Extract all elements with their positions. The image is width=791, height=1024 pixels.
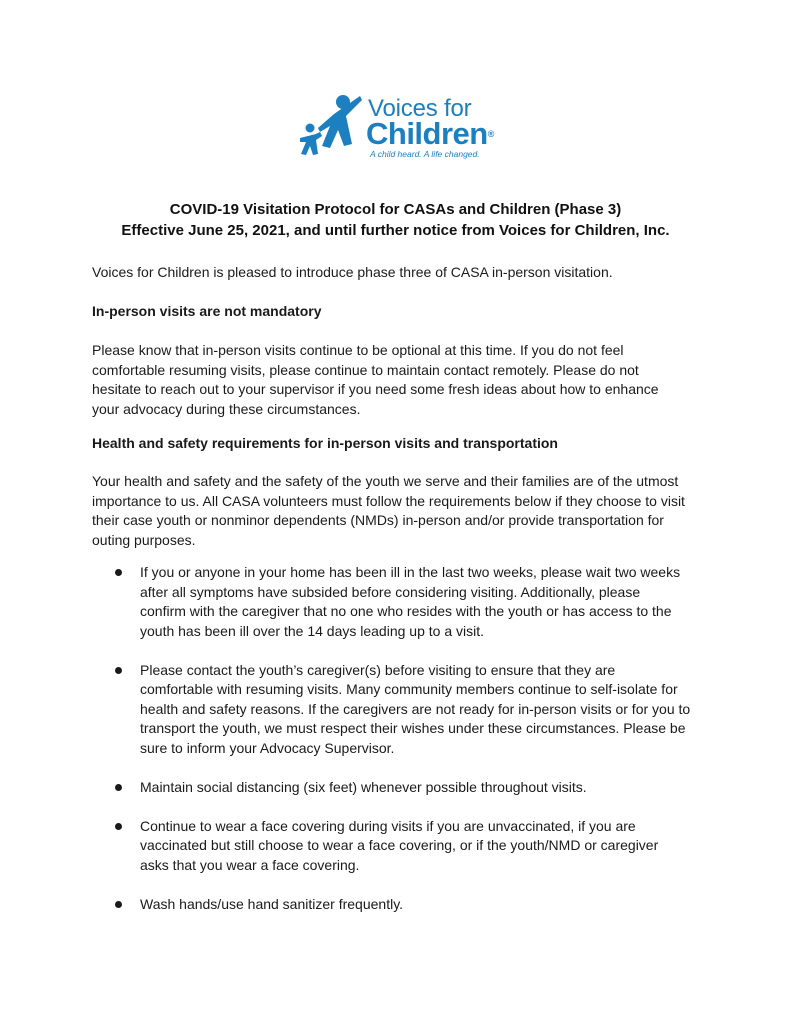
bullet-line: health and safety reasons. If the caregivers are not ready for in-person visits or for you to	[140, 700, 691, 717]
section2-line: outing purposes.	[92, 531, 196, 548]
bullet-icon	[115, 784, 122, 791]
bullet-icon	[115, 901, 122, 908]
bullet-line: youth has been ill over the 14 days leading up to a visit.	[140, 622, 484, 639]
section2-heading: Health and safety requirements for in-person visits and transportation	[92, 435, 558, 451]
bullet-line: asks that you wear a face covering.	[140, 856, 360, 873]
title-line-2: Effective June 25, 2021, and until further notice from Voices for Children, Inc.	[121, 222, 670, 239]
voices-for-children-logo	[296, 92, 506, 162]
bullet-line: Wash hands/use hand sanitizer frequently.	[140, 895, 404, 912]
logo-tagline: A child heard. A life changed.	[370, 149, 480, 159]
list-item	[92, 778, 712, 798]
section2-line: importance to us. All CASA volunteers must follow the requirements below if they choose to visit	[92, 492, 685, 509]
list-item	[92, 661, 712, 759]
section1-line: comfortable resuming visits, please continue to maintain contact remotely. Please do not	[92, 361, 639, 378]
title-line-1: COVID-19 Visitation Protocol for CASAs and Children (Phase 3)	[169, 201, 622, 218]
bullet-icon	[115, 823, 122, 830]
bullet-line: confirm with the caregiver that no one who resides with the youth or has access to the	[140, 603, 672, 619]
bullet-line: transport the youth, we must respect their wishes under these circumstances. Please be	[140, 720, 686, 736]
logo-name-text: Children	[366, 116, 488, 151]
section1-line: Please know that in-person visits continue to be optional at this time. If you do not feel	[92, 342, 624, 358]
bullet-line: comfortable with resuming visits. Many community members continue to self-isolate for	[140, 681, 678, 697]
section1-line: your advocacy during these circumstances.	[92, 400, 361, 417]
section2-paragraph	[92, 472, 732, 550]
bullet-line: Please contact the youth’s caregiver(s) before visiting to ensure that they are	[140, 661, 616, 678]
section2-line: Your health and safety and the safety of the youth we serve and their families are of the utmost	[92, 473, 679, 489]
requirements-list	[92, 563, 712, 934]
logo-name-line1: Voices for	[368, 95, 472, 122]
intro-paragraph: Voices for Children is pleased to introduce phase three of CASA in-person visitation.	[92, 264, 613, 280]
section1-line: hesitate to reach out to your supervisor if you need some fresh ideas about how to enhance	[92, 381, 659, 397]
registered-mark: ®	[487, 129, 494, 139]
bullet-line: If you or anyone in your home has been ill in the last two weeks, please wait two weeks	[140, 564, 681, 580]
section1-heading: In-person visits are not mandatory	[92, 303, 322, 319]
bullet-icon	[115, 569, 122, 576]
list-item	[92, 895, 712, 915]
document-title	[60, 199, 731, 241]
figure-with-child-icon	[296, 92, 368, 162]
list-item	[92, 817, 712, 876]
logo-name-line2	[366, 118, 494, 150]
bullet-line: after all symptoms have subsided before considering visiting. Additionally, please	[140, 583, 641, 600]
bullet-line: sure to inform your Advocacy Supervisor.	[140, 739, 395, 756]
list-item	[92, 563, 712, 641]
bullet-line: Maintain social distancing (six feet) whenever possible throughout visits.	[140, 778, 587, 795]
bullet-line: vaccinated but still choose to wear a face covering, or if the youth/NMD or caregiver	[140, 837, 659, 853]
bullet-line: Continue to wear a face covering during visits if you are unvaccinated, if you are	[140, 817, 636, 834]
section2-line: their case youth or nonminor dependents (NMDs) in-person and/or provide transportation for	[92, 512, 664, 528]
bullet-icon	[115, 667, 122, 674]
section1-paragraph	[92, 341, 702, 419]
